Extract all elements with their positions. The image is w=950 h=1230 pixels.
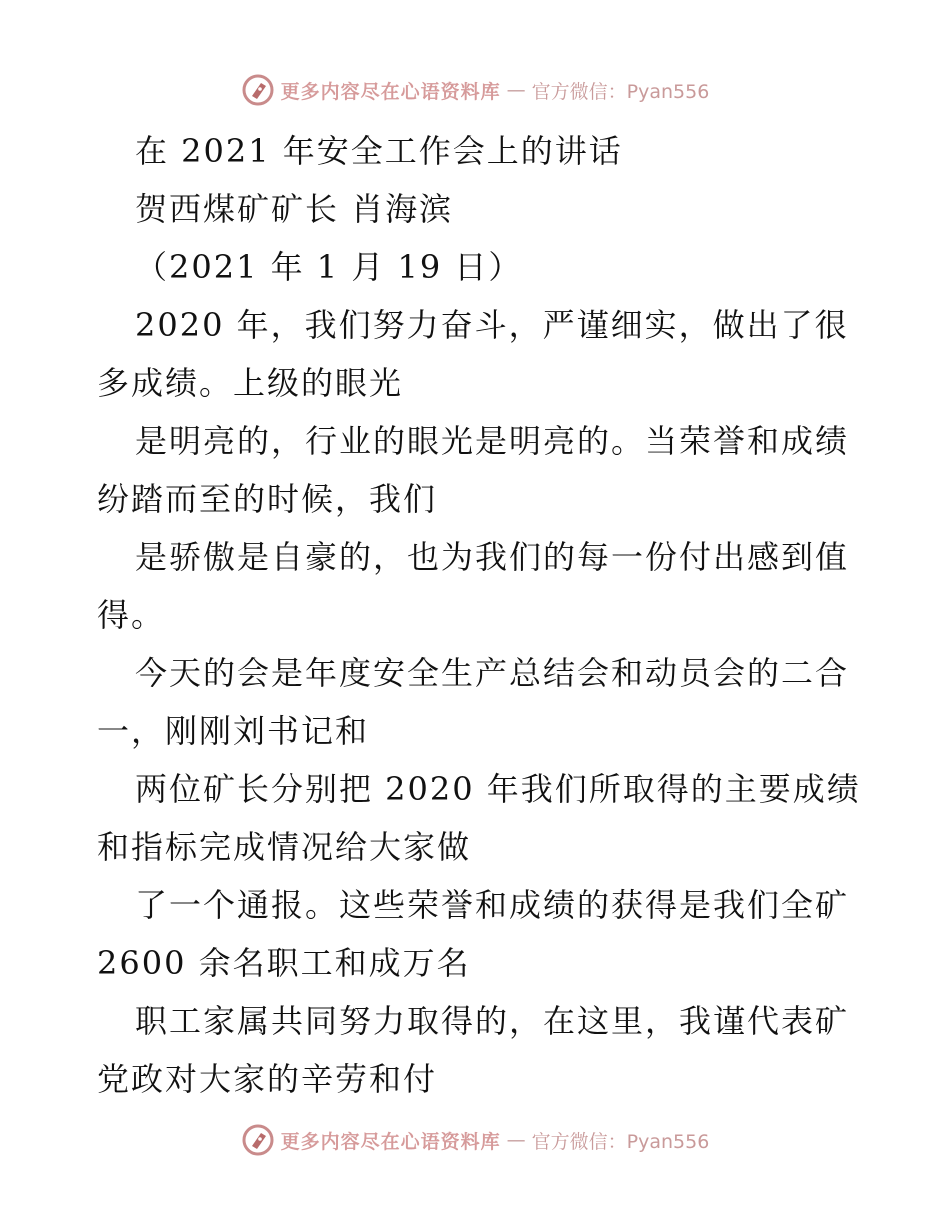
paragraph-line: 今天的会是年度安全生产总结会和动员会的二合 [135,654,850,692]
paragraph-line: 了一个通报。这些荣誉和成绩的获得是我们全矿 [135,886,850,924]
paragraph-line: 和指标完成情况给大家做 [97,828,472,866]
pen-nib-circle-icon [241,73,275,107]
paragraph-line: 一，刚刚刘书记和 [97,712,370,750]
paragraph-line: 得。 [97,596,166,634]
pen-nib-circle-icon [241,1123,275,1157]
header-watermark [0,70,950,110]
watermark-brand: 更多内容尽在心语资料库 [280,80,501,103]
watermark-separator: — [506,1129,526,1151]
footer-watermark [0,1120,950,1160]
document-title: 在 2021 年安全工作会上的讲话 [135,132,623,170]
paragraph-line: 2020 年，我们努力奋斗，严谨细实，做出了很 [135,306,849,344]
watermark-brand: 更多内容尽在心语资料库 [280,1130,501,1153]
paragraph-line: 2600 余名职工和成万名 [97,944,471,982]
paragraph-line: 多成绩。上级的眼光 [97,364,404,402]
paragraph-line: 党政对大家的辛劳和付 [97,1060,438,1098]
watermark-contact: 官方微信：Pyan556 [531,80,710,103]
paragraph-line: 是明亮的，行业的眼光是明亮的。当荣誉和成绩 [135,422,850,460]
document-body [97,122,861,1108]
paragraph-line: 两位矿长分别把 2020 年我们所取得的主要成绩 [135,770,861,808]
paragraph-line: 是骄傲是自豪的，也为我们的每一份付出感到值 [135,538,850,576]
paragraph-line: 纷踏而至的时候，我们 [97,480,438,518]
date-line: （2021 年 1 月 19 日） [135,248,523,286]
speaker-line: 贺西煤矿矿长 肖海滨 [135,190,454,228]
watermark-contact: 官方微信：Pyan556 [531,1130,710,1153]
paragraph-line: 职工家属共同努力取得的，在这里，我谨代表矿 [135,1002,850,1040]
watermark-separator: — [506,79,526,101]
